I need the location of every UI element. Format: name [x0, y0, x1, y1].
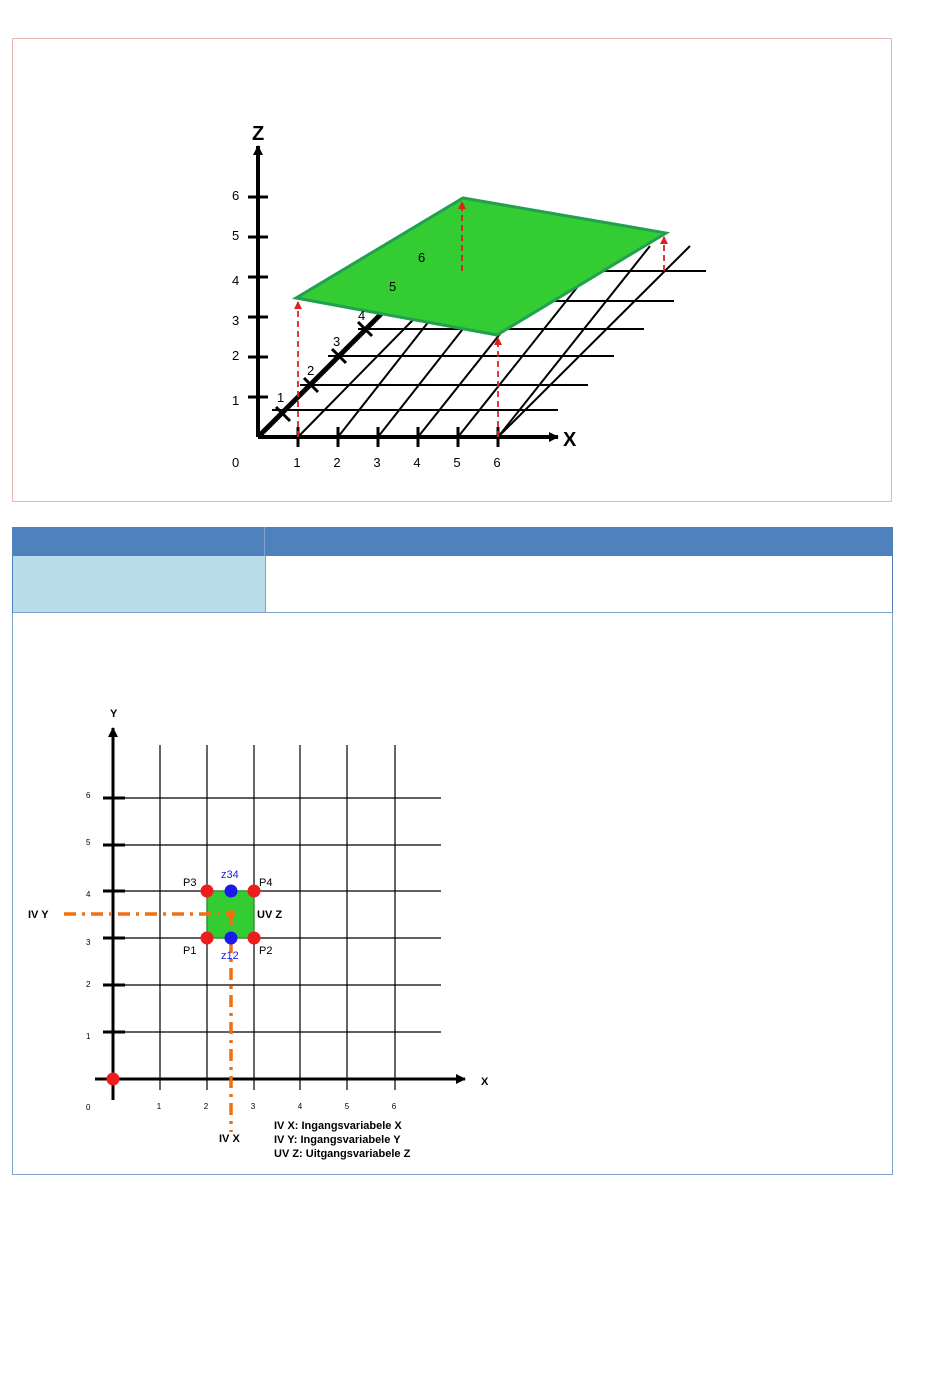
point-p1	[201, 932, 214, 945]
table-header-divider	[264, 527, 265, 556]
point-z12	[225, 932, 238, 945]
label-p4: P4	[259, 877, 273, 889]
y-tick-label: 3	[86, 938, 91, 947]
origin-label-2d: 0	[86, 1103, 91, 1112]
y-tick-label: 6	[86, 791, 91, 800]
figure-2d	[0, 620, 950, 1220]
z-tick-label: 6	[232, 188, 240, 203]
x-tick-label: 6	[493, 455, 501, 470]
x-axis-label: X	[563, 429, 577, 451]
legend-item: UV Z: Uitgangsvariabele Z	[274, 1148, 411, 1160]
z-tick-labels-3d	[232, 188, 239, 408]
z-tick-label: 5	[232, 228, 240, 243]
x-tick-label: 3	[250, 1102, 256, 1111]
z-tick-label: 4	[232, 273, 240, 288]
z-axis-label: Z	[252, 123, 265, 145]
legend-item: IV Y: Ingangsvariabele Y	[274, 1134, 401, 1146]
output-plane	[296, 198, 666, 335]
x-tick-labels-3d	[293, 455, 500, 470]
origin-point	[107, 1073, 120, 1086]
depth-tick-label: 4	[358, 308, 366, 323]
x-tick-labels-2d	[157, 1102, 397, 1111]
depth-tick-label: 5	[389, 279, 397, 294]
x-tick-label: 3	[373, 455, 381, 470]
z-tick-label: 2	[232, 348, 240, 363]
depth-tick-label: 3	[333, 334, 341, 349]
x-tick-label: 5	[344, 1102, 350, 1111]
point-p3	[201, 885, 214, 898]
iv-x-label: IV X	[219, 1133, 240, 1145]
z-tick-label: 3	[232, 313, 240, 328]
x-tick-label: 6	[391, 1102, 397, 1111]
label-p3: P3	[183, 877, 197, 889]
y-tick-label: 4	[86, 890, 91, 899]
x-tick-label: 4	[297, 1102, 303, 1111]
origin-label: 0	[232, 455, 240, 470]
table-header	[12, 527, 893, 556]
x-axis-label-2d: X	[481, 1076, 489, 1088]
uv-z-point	[227, 910, 235, 918]
uv-z-label: UV Z	[257, 909, 283, 921]
label-z34: z34	[221, 869, 239, 881]
y-tick-labels-2d	[86, 791, 91, 1041]
label-z12: z12	[221, 950, 239, 962]
y-tick-label: 1	[86, 1032, 91, 1041]
depth-tick-label: 2	[307, 363, 315, 378]
table-row	[12, 556, 893, 613]
depth-tick-label: 1	[277, 390, 285, 405]
x-tick-label: 5	[453, 455, 461, 470]
x-tick-label: 1	[156, 1102, 162, 1111]
y-tick-label: 2	[86, 980, 91, 989]
y-axis-label-2d: Y	[110, 708, 118, 720]
label-p1: P1	[183, 945, 197, 957]
y-tick-label: 5	[86, 838, 91, 847]
table-row-divider	[265, 556, 266, 612]
x-tick-label: 2	[203, 1102, 209, 1111]
x-tick-label: 1	[293, 455, 301, 470]
figure-3d	[0, 0, 950, 520]
depth-tick-label: 6	[418, 250, 426, 265]
x-tick-label: 4	[413, 455, 421, 470]
point-z34	[225, 885, 238, 898]
x-tick-label: 2	[333, 455, 341, 470]
label-p2: P2	[259, 945, 273, 957]
legend-2d	[274, 1120, 411, 1160]
z-tick-label: 1	[232, 393, 240, 408]
iv-y-label: IV Y	[28, 909, 49, 921]
table-cell-left	[13, 556, 265, 612]
legend-item: IV X: Ingangsvariabele X	[274, 1120, 402, 1132]
point-p2	[248, 932, 261, 945]
